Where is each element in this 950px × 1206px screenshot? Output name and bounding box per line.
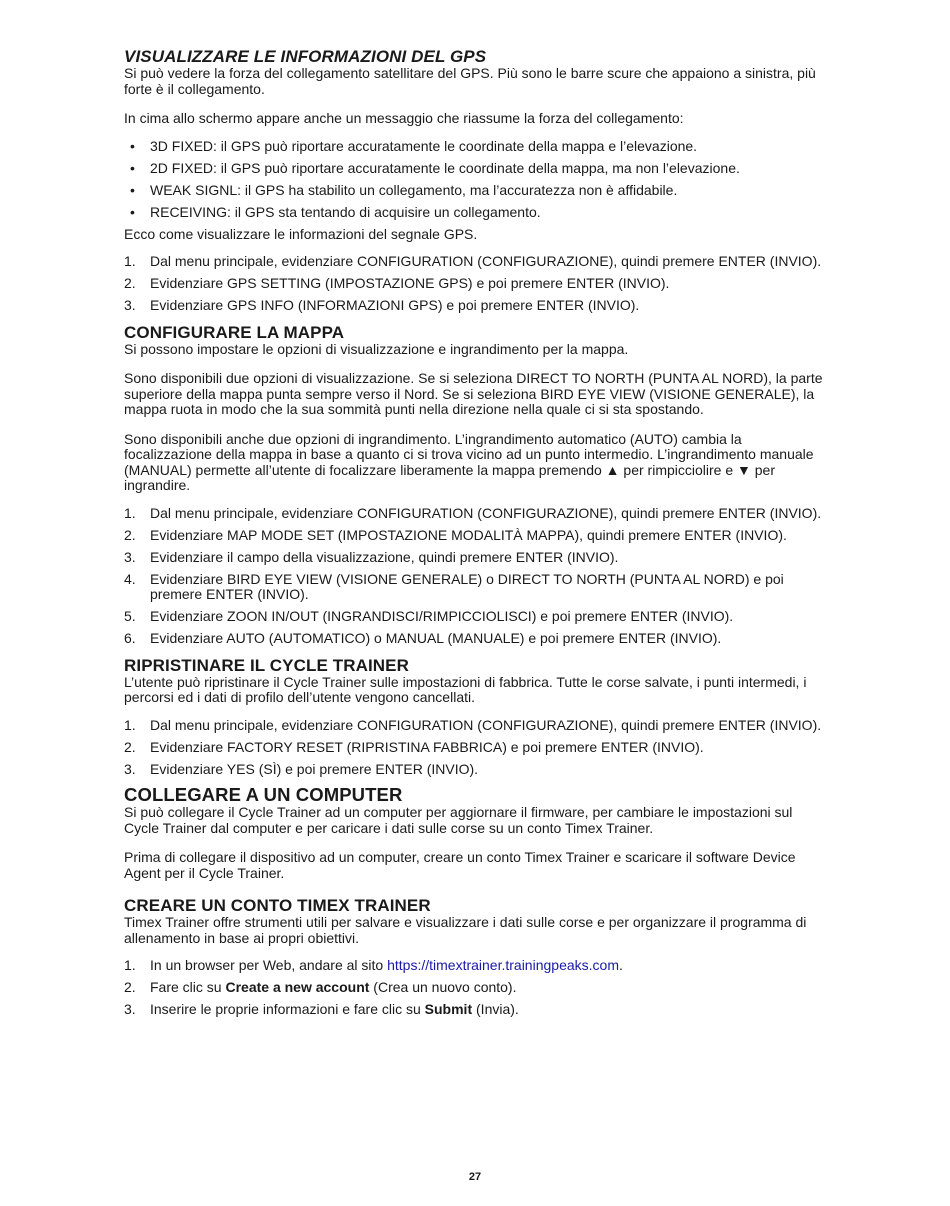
list-item: 2. Evidenziare FACTORY RESET (RIPRISTINA FABBRICA) e poi premere ENTER (INVIO). [124, 738, 704, 755]
manual-page [124, 48, 830, 1024]
list-item: 3. Inserire le proprie informazioni e fare clic su Submit (Invia). [124, 1001, 519, 1017]
gps-status-list [124, 139, 830, 221]
map-paragraph-3: Sono disponibili anche due opzioni di ingrandimento. L’ingrandimento automatico (AUTO) cambia la focalizzazione della mappa in base a quanto ci si trova vicino ad un punto intermedio. L’ingrandimento manuale (MANUAL) permette all’utente di focalizzare liberamente la mappa premendo ▲ per rimpicciolire e ▼ per ingrandire. [124, 430, 814, 493]
reset-steps [124, 718, 830, 778]
list-item: 4. Evidenziare BIRD EYE VIEW (VISIONE GENERALE) o DIRECT TO NORTH (PUNTA AL NORD) e poi premere ENTER (INVIO). [124, 570, 784, 602]
bullet-icon: • [130, 137, 135, 154]
reset-paragraph-1: L’utente può ripristinare il Cycle Trainer sulle impostazioni di fabbrica. Tutte le corse salvate, i punti intermedi, i percorsi ed i dati di profilo dell’utente vengono cancellati. [124, 673, 807, 705]
list-item: 1. In un browser per Web, andare al sito https://timextrainer.trainingpeaks.com. [124, 957, 623, 973]
gps-paragraph-3: Ecco come visualizzare le informazioni del segnale GPS. [124, 225, 478, 242]
list-item: 2. Evidenziare MAP MODE SET (IMPOSTAZIONE MODALITÀ MAPPA), quindi premere ENTER (INVIO). [124, 526, 787, 543]
list-item: 3. Evidenziare YES (SÌ) e poi premere ENTER (INVIO). [124, 760, 479, 777]
list-item: • 2D FIXED: il GPS può riportare accuratamente le coordinate della mappa, ma non l’elevazione. [130, 159, 740, 176]
list-item: • RECEIVING: il GPS sta tentando di acquisire un collegamento. [130, 203, 541, 220]
section-title-gps: VISUALIZZARE LE INFORMAZIONI DEL GPS [124, 47, 487, 66]
page-number: 27 [468, 1171, 482, 1183]
map-paragraph-2: Sono disponibili due opzioni di visualizzazione. Se si seleziona DIRECT TO NORTH (PUNTA AL NORD), la parte superiore della mappa punta sempre verso il Nord. Se si seleziona BIRD EYE VIEW (VISIONE GENERALE), la mappa ruota in modo che la sua sommità punti nella direzione nella quale ci si sta spostando. [124, 370, 823, 417]
list-item: 3. Evidenziare il campo della visualizzazione, quindi premere ENTER (INVIO). [124, 548, 619, 565]
create-account-label: Create a new account [225, 979, 370, 995]
list-item: 1. Dal menu principale, evidenziare CONFIGURATION (CONFIGURAZIONE), quindi premere ENTER (INVIO). [124, 504, 822, 521]
account-steps [124, 958, 830, 1018]
gps-paragraph-2: In cima allo schermo appare anche un messaggio che riassume la forza del collegamento: [124, 110, 684, 126]
list-item: 1. Dal menu principale, evidenziare CONFIGURATION (CONFIGURAZIONE), quindi premere ENTER (INVIO). [124, 253, 822, 269]
computer-paragraph-2: Prima di collegare il dispositivo ad un computer, creare un conto Timex Trainer e scaricare il software Device Agent per il Cycle Trainer. [124, 849, 796, 881]
list-item: • WEAK SIGNL: il GPS ha stabilito un collegamento, ma l’accuratezza non è affidabile. [130, 181, 678, 198]
bullet-icon: • [130, 203, 135, 220]
section-title-map: CONFIGURARE LA MAPPA [124, 322, 345, 342]
account-paragraph-1: Timex Trainer offre strumenti utili per salvare e visualizzare i dati sulle corse e per organizzare il programma di allenamento in base ai propri obiettivi. [124, 914, 807, 946]
list-item: 5. Evidenziare ZOON IN/OUT (INGRANDISCI/RIMPICCIOLISCI) e poi premere ENTER (INVIO). [124, 608, 734, 624]
list-item: 6. Evidenziare AUTO (AUTOMATICO) o MANUAL (MANUALE) e poi premere ENTER (INVIO). [124, 630, 722, 646]
section-title-account: CREARE UN CONTO TIMEX TRAINER [124, 896, 431, 915]
bullet-icon: • [130, 181, 135, 198]
gps-paragraph-1: Si può vedere la forza del collegamento satellitare del GPS. Più sono le barre scure che appaiono a sinistra, più forte è il collegamento. [124, 65, 816, 97]
map-paragraph-1: Si possono impostare le opzioni di visualizzazione e ingrandimento per la mappa. [124, 340, 629, 357]
submit-label: Submit [424, 1001, 473, 1017]
list-item: 2. Evidenziare GPS SETTING (IMPOSTAZIONE GPS) e poi premere ENTER (INVIO). [124, 275, 670, 291]
bullet-icon: • [130, 159, 135, 176]
list-item: 2. Fare clic su Create a new account (Crea un nuovo conto). [124, 979, 517, 995]
section-title-computer: COLLEGARE A UN COMPUTER [124, 784, 403, 805]
trainingpeaks-link[interactable]: https://timextrainer.trainingpeaks.com [387, 957, 619, 973]
list-item: 3. Evidenziare GPS INFO (INFORMAZIONI GPS) e poi premere ENTER (INVIO). [124, 297, 640, 313]
computer-paragraph-1: Si può collegare il Cycle Trainer ad un computer per aggiornare il firmware, per cambiare le impostazioni sul Cycle Trainer dal computer e per caricare i dati sulle corse su un conto Timex Trainer. [124, 804, 793, 836]
section-title-reset: RIPRISTINARE IL CYCLE TRAINER [124, 655, 409, 675]
list-item: • 3D FIXED: il GPS può riportare accuratamente le coordinate della mappa e l’elevazione. [130, 137, 698, 154]
list-item: 1. Dal menu principale, evidenziare CONFIGURATION (CONFIGURAZIONE), quindi premere ENTER (INVIO). [124, 716, 822, 733]
gps-steps [124, 254, 830, 314]
map-steps [124, 506, 830, 647]
